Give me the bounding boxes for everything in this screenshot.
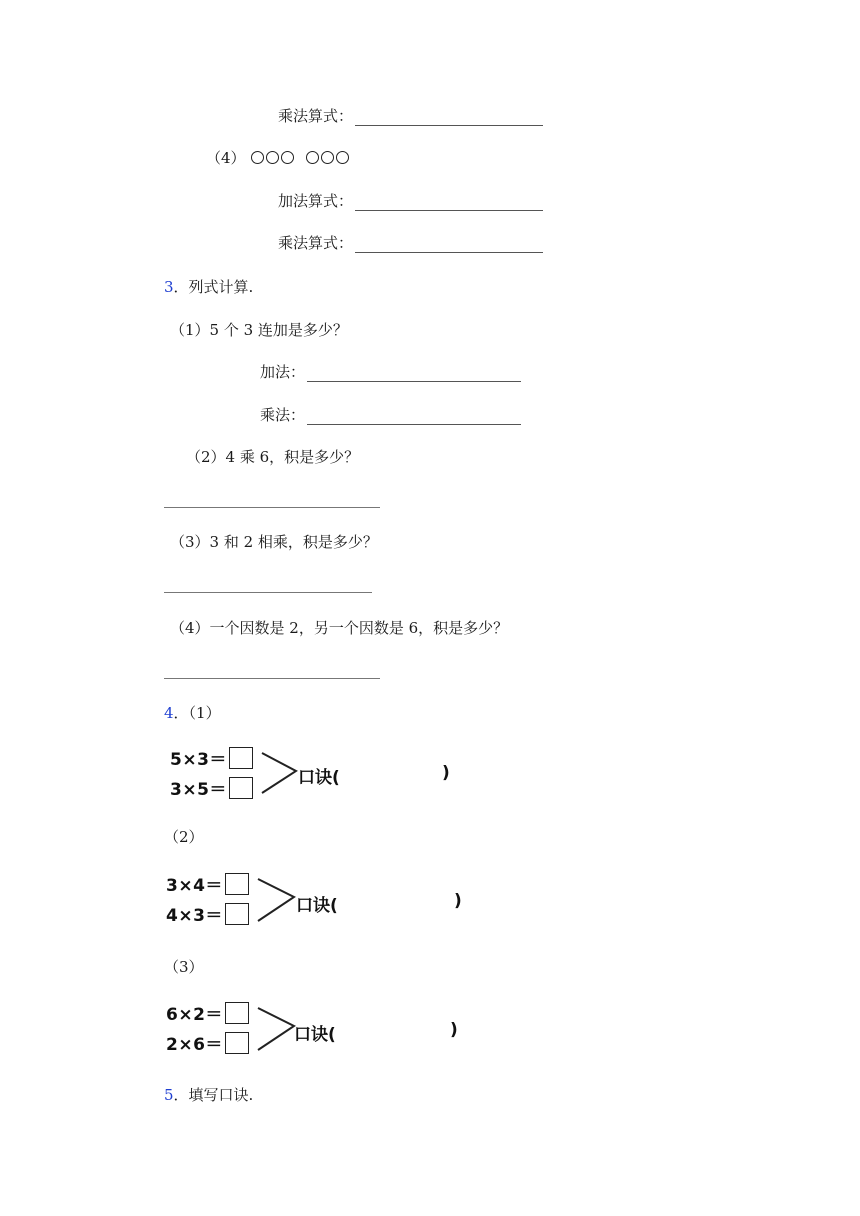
koujue-close-paren: ): [450, 1020, 458, 1040]
koujue-label: 口诀(: [294, 1025, 336, 1045]
koujue-close-paren: ): [442, 763, 450, 783]
koujue-figure-3: [166, 998, 466, 1060]
multiplication-answer-blank[interactable]: [355, 111, 543, 126]
question-4-title: [164, 703, 221, 723]
answer-box[interactable]: [225, 1002, 249, 1024]
q3-sub1: （1）5 个 3 连加是多少？: [170, 321, 348, 339]
addition-formula-row: [278, 191, 543, 211]
q3-sub4-answer-blank[interactable]: [164, 678, 380, 679]
equation-row: [166, 873, 249, 897]
equation-text: 2×6＝: [166, 1035, 223, 1055]
addition-formula-label: 加法算式：: [278, 192, 354, 210]
question-number: 3: [164, 278, 174, 296]
koujue-close-paren: ): [454, 891, 462, 911]
multiplication-formula-label: 乘法算式：: [278, 107, 354, 125]
equation-text: 6×2＝: [166, 1005, 223, 1025]
koujue-label: 口诀(: [296, 896, 338, 916]
addition-label: 加法：: [260, 363, 306, 381]
answer-box[interactable]: [225, 903, 249, 925]
q3-sub4: （4）一个因数是 2，另一个因数是 6，积是多少？: [170, 619, 509, 637]
item-4-circles-row: [206, 148, 350, 168]
multiplication-formula-label: 乘法算式：: [278, 234, 354, 252]
equation-row: [170, 777, 253, 801]
equation-row: [166, 903, 249, 927]
item-4-label: （4）: [206, 149, 246, 167]
answer-box[interactable]: [225, 1032, 249, 1054]
equation-row: [170, 747, 253, 771]
question-number: 5: [164, 1086, 174, 1104]
q3-sub3: （3）3 和 2 相乘，积是多少？: [170, 533, 378, 551]
circle-icon: [251, 151, 264, 164]
question-3-title: [164, 277, 253, 297]
equation-text: 4×3＝: [166, 906, 223, 926]
circle-icon: [266, 151, 279, 164]
multiplication-formula-row-top: [278, 106, 543, 126]
koujue-label: 口诀(: [298, 768, 340, 788]
q3-multiplication-row: [260, 405, 521, 425]
multiplication-answer-blank[interactable]: [307, 410, 521, 425]
circle-icon: [306, 151, 319, 164]
circle-icon: [281, 151, 294, 164]
answer-box[interactable]: [229, 777, 253, 799]
equation-row: [166, 1002, 249, 1026]
equation-text: 3×5＝: [170, 780, 227, 800]
q4-label-3: （3）: [164, 958, 204, 976]
multiplication-formula-row: [278, 233, 543, 253]
question-title: ．填写口诀.: [173, 1086, 254, 1104]
koujue-figure-2: [166, 869, 466, 931]
q3-sub2: （2）4 乘 6，积是多少？: [186, 448, 360, 466]
equation-text: 3×4＝: [166, 876, 223, 896]
equation-row: [166, 1032, 249, 1056]
circle-group-1: [250, 148, 295, 168]
koujue-figure-1: [170, 743, 470, 805]
circle-group-2: [305, 148, 350, 168]
answer-box[interactable]: [225, 873, 249, 895]
circle-icon: [336, 151, 349, 164]
q3-sub3-answer-blank[interactable]: [164, 592, 372, 593]
multiplication-answer-blank[interactable]: [355, 238, 543, 253]
addition-answer-blank[interactable]: [355, 196, 543, 211]
q4-label-2: （2）: [164, 828, 204, 846]
question-5-title: [164, 1085, 253, 1105]
addition-answer-blank[interactable]: [307, 367, 521, 382]
answer-box[interactable]: [229, 747, 253, 769]
question-number: 4: [164, 704, 174, 722]
multiplication-label: 乘法：: [260, 406, 306, 424]
circle-icon: [321, 151, 334, 164]
bracket-arrow-icon: [260, 749, 300, 797]
q3-sub2-answer-blank[interactable]: [164, 507, 380, 508]
question-title: ．（1）: [173, 704, 221, 722]
q3-addition-row: [260, 362, 521, 382]
bracket-arrow-icon: [256, 1004, 298, 1054]
equation-text: 5×3＝: [170, 750, 227, 770]
bracket-arrow-icon: [256, 875, 298, 925]
question-title: ．列式计算.: [173, 278, 254, 296]
